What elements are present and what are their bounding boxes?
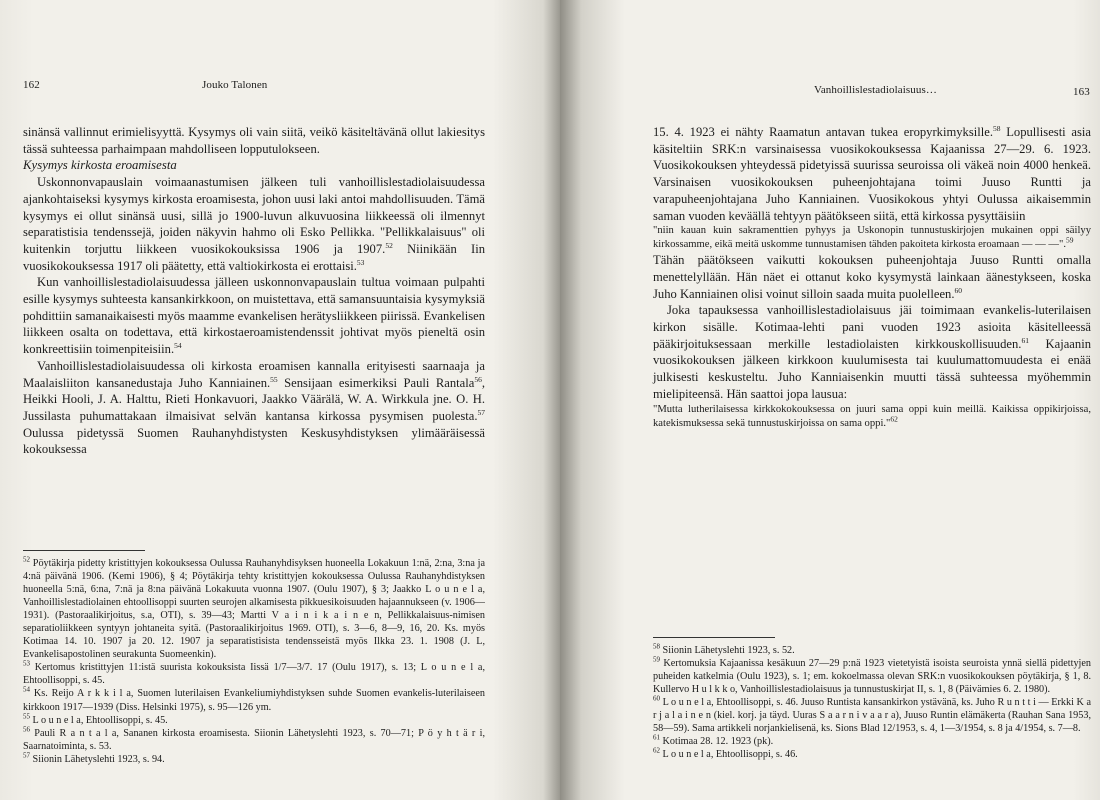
footnote-ref[interactable]: 60 <box>954 285 962 295</box>
footnote: $^{55}$ L o u n e l a, Ehtoollisoppi, s. 45. <box>23 712 168 726</box>
footnote-ref[interactable]: 62 <box>890 414 898 424</box>
footnote: $^{56}$ Pauli R a n t a l a, Sananen kirkosta eroamisesta. Siionin Lähetyslehti 1923, s. 70—71; P ö y h t ä r i, Saarnatoiminta, s. 53. <box>23 725 485 752</box>
footnote: $^{60}$ L o u n e l a, Ehtoollisoppi, s. 46. Juuso Runtista kansankirkon ystävänä, ks. Juho R u n t t i — Erkki K a r j a l a i n e n (kiel. korj. ja täyd. Uuras S a a r n i v a a r a), Juuso Runtin elämäkerta (Rauhan Sana 1953, 58—59). Sama artikkeli norjankielisenä, ks. Sions Blad 12/1953, s. 4, 1—3/1954, s. 8 ja 4/1954, s. 7—8. <box>653 694 1091 735</box>
intro-paragraph: sinänsä vallinnut erimielisyyttä. Kysymys oli vain siitä, veikö käsiteltävänä ollut lakiesitys tässä suhteessa parhaimpaan mahdolliseen lopputulokseen. <box>23 125 485 156</box>
footnote-ref[interactable]: 56 <box>474 374 482 384</box>
block-quote: "Mutta lutherilaisessa kirkkokokouksessa on juuri sama oppi kuin meillä. Kaikissa oppikirjoissa, katekismuksessa sekä tunnustuskirjoissa on sama oppi."$^{62}$ <box>653 403 1091 429</box>
footnote-ref[interactable]: 54 <box>174 340 182 350</box>
right-body-text <box>653 124 1091 431</box>
page-number-right: 163 <box>1073 86 1090 98</box>
footnote: $^{57}$ Siionin Lähetyslehti 1923, s. 94. <box>23 751 165 765</box>
running-header-right: Vanhoillislestadiolaisuus… <box>814 84 937 96</box>
paragraph: Tähän päätökseen vaikutti kokouksen puheenjohtaja Juuso Runtti omalla menettelyllään. Hän näet ei ottanut koko kysymystä lainkaan äänestykseen, koska Juho Kanniainen olisi voinut silloin saada muita puolelleen.$^{60}$ <box>653 253 1091 301</box>
left-body-text <box>23 124 485 458</box>
footnote-ref[interactable]: 55 <box>270 374 278 384</box>
footnote: $^{58}$ Siionin Lähetyslehti 1923, s. 52. <box>653 642 795 656</box>
footnote-ref[interactable]: 52 <box>385 240 393 250</box>
footnote: $^{54}$ Ks. Reijo A r k k i l a, Suomen luterilaisen Evankeliumiyhdistyksen suhde Suomen evankelis-luterilaiseen kirkkoon 1917—1939 (Diss. Helsinki 1975), s. 95—126 ym. <box>23 686 485 713</box>
footnote: $^{52}$ Pöytäkirja pidetty kristittyjen kokouksessa Oulussa Rauhanyhdisyksen huoneella Lokakuun 1:nä, 2:na, 3:na ja 4:nä päivänä 1906. (Kemi 1906), § 4; Pöytäkirja tehty kristittyjen kokouksessa Oulussa Rauhanyhdistyksen huoneella 5:nä, 6:na, 7:nä ja 8:na päivänä Lokakuuta vuonna 1907. (Oulu 1907), § 3; Jaakko L o u n e l a, Vanhoillislestadiolainen ehtoollisoppi suurten seurojen alkamisesta pikkuesikoisuuden hajaannukseen (v. 1906—1931). (Pastoraalikirjoitus, s.a, OTI), s. 39—43; Martti V a i n i k a i n e n, Pellikkalaisuus-nimisen separatioliikkeen syntyyn johtaneita syitä. (Pastoraalikirjoitus 1969. OTI), s. 3—6, 8—9, 16, 20. Ks. myös Kotimaa 14. 10. 1907 ja 20. 12. 1907 ja separatistisista tendensseistä myös Ilkka 23. 1. 1908 (J. L, Evankelisapostolinen seurakunta Suomeenkin). <box>23 555 485 661</box>
paragraph: Vanhoillislestadiolaisuudessa oli kirkosta eroamisen kannalla erityisesti saarnaaja ja Maalaisliiton kansanedustaja Juho Kanniainen.$^{55}$ Sensijaan esimerkiksi Pauli Rantala$^{56}$, Heikki Hooli, J. A. Halttu, Rieti Honkavuori, Jaakko Väärälä, W. A. Wirkkula jne. O. H. Jussilasta puhumattakaan ilmaisivat selvän kantansa kirkossa pysymisen puolesta.$^{57}$ Oulussa pidetyssä Suomen Rauhanyhdistysten Keskusyhdistyksen ylimääräisessä kokouksessa <box>23 358 485 457</box>
footnote-rule <box>653 637 775 638</box>
paragraph: 15. 4. 1923 ei nähty Raamatun antavan tukea eropyrkimyksille.$^{58}$ Lopullisesti asia käsiteltiin SRK:n varsinaisessa vuosikokouksessa Kajaanissa 27—29. 6. 1923. Vuosikokouksen yhteydessä pidetyissä suurissa seuroissa oli väkeä noin 4000 henkeä. Varsinaisen vuosikokouksen puheenjohtajana toimi Juuso Runtti ja varapuheenjohtajana Juho Kanniainen. Vuosikokous yhtyi Oulussa aikaisemmin saman vuoden keväällä tehtyyn päätökseen siitä, että kirkossa pysyttäisiin <box>653 123 1091 223</box>
right-footnotes <box>653 644 1091 761</box>
section-title: Kysymys kirkosta eroamisesta <box>23 158 177 173</box>
footnote-ref[interactable]: 53 <box>356 257 365 267</box>
page-number-left: 162 <box>23 79 40 91</box>
footnote-ref[interactable]: 57 <box>477 407 485 417</box>
running-header-left: Jouko Talonen <box>202 79 268 91</box>
paragraph: Joka tapauksessa vanhoillislestadiolaisuus jäi toimimaan evankelis-luterilaisen kirkon sisälle. Kotimaa-lehti pani vuoden 1923 asioita käsitelleessä pääkirjoituksessaan merkille lestadiolaisten kirkkouskollisuuden.$^{61}$ Kajaanin vuosikokouksen jälkeen kirkkoon kuulumisesta tai kuulumattomuudesta ei enää julkisesti keskusteltu. Juho Kanniaisenkin muutti tässä suhteessa myöhemmin mielipiteensä. Hän saattoi jopa lausua: <box>653 303 1091 401</box>
right-page <box>560 0 1100 800</box>
paragraph: Uskonnonvapauslain voimaanastumisen jälkeen tuli vanhoillislestadiolaisuudessa ajankohtaiseksi kysymys kirkosta eroamisesta, johon uusi laki antoi mahdollisuuden. Tämä kysymys ei ollut sinänsä uusi, sillä jo 1900-luvun alkuvuosina liikkeessä oli ilmennyt separatistisia tendenssejä, joiden näkyvin hahmo oli Esko Pellikka. "Pellikkalaisuus" oli kuitenkin torjuttu liikkeen vuosikokouksissa 1906 ja 1907.52 Niinikään Iin vuosikokouksessa 1917 oli päätetty, että valtiokirkosta ei erottaisi.$^{53}$ <box>23 175 485 273</box>
footnote: $^{53}$ Kertomus kristittyjen 11:istä suurista kokouksista Iissä 1/7—3/7. 17 (Oulu 1917), s. 13; L o u n e l a, Ehtoollisoppi, s. 45. <box>23 659 485 687</box>
footnote-ref[interactable]: 61 <box>1021 335 1029 345</box>
footnote: $^{59}$ Kertomuksia Kajaanissa kesäkuun 27—29 p:nä 1923 vietetyistä isoista seuroista ynnä siellä pidettyjen puheiden katkelmia (Oulu 1923), s. 1; em. kokoelmassa olevan SRK:n vuosikokouksen pöytäkirja, § 1, 8. Kullervo H u l k k o, Vanhoillislestadiolaisuus ja tunnustuskirjat II, s. 1, 8 (Päivämies 6. 2. 1980). <box>653 655 1091 696</box>
left-footnotes <box>23 557 485 766</box>
footnote-ref[interactable]: 58 <box>992 123 1001 133</box>
footnote: $^{62}$ L o u n e l a, Ehtoollisoppi, s. 46. <box>653 746 798 761</box>
paragraph: Kun vanhoillislestadiolaisuudessa jälleen uskonnonvapauslain tultua voimaan pulpahti esille kysymys suhteesta kansankirkkoon, on muistettava, että samansuuntaisia kysymyksiä pohdittiin samanaikaisesti myös maamme evankelisen herätysliikkeen piirissä. Evankelisen liikkeen osalta on todettava, että kirkostaeroamistendenssit johtivat myös pieneltä osin konkreettisiin toimenpiteisiin.$^{54}$ <box>23 275 485 357</box>
footnote-rule <box>23 550 145 551</box>
footnote-ref[interactable]: 59 <box>1065 235 1074 245</box>
footnote: $^{61}$ Kotimaa 28. 12. 1923 (pk). <box>653 733 774 748</box>
block-quote: "niin kauan kuin sakramenttien pyhyys ja Uskonopin tunnustuskirjojen mukainen oppi säilyy kirkossamme, eikä meitä uskomme tunnustamisen tähden pakoiteta kirkosta eroamaan — — —".$^{59}$ <box>653 225 1091 251</box>
